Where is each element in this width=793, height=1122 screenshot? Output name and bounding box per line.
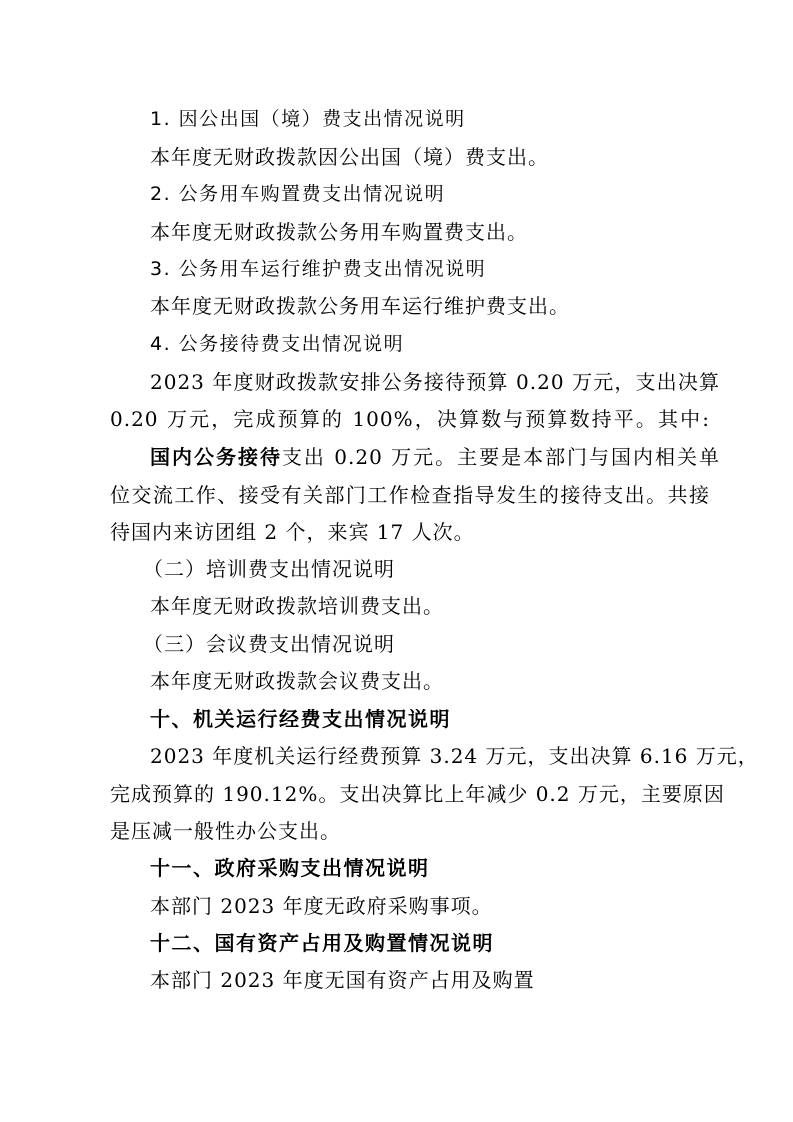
- item-1-text: 本年度无财政拨款因公出国（境）费支出。: [150, 145, 549, 169]
- item-2-text: 本年度无财政拨款公务用车购置费支出。: [150, 220, 528, 244]
- domestic-reception-line-3: 待国内来访团组 2 个，来宾 17 人次。: [110, 520, 475, 544]
- item-4-para-line-2: 0.20 万元，完成预算的 100%，决算数与预算数持平。其中:: [110, 407, 710, 431]
- section-10-line-1: 2023 年度机关运行经费预算 3.24 万元，支出决算 6.16 万元，: [150, 744, 759, 768]
- item-3-heading: 3. 公务用车运行维护费支出情况说明: [150, 258, 487, 280]
- section-12-heading: 十二、国有资产占用及购置情况说明: [150, 931, 494, 955]
- domestic-reception-line-1-rest: 支出 0.20 万元。主要是本部门与国内相关单: [281, 445, 720, 469]
- item-2-heading: 2. 公务用车购置费支出情况说明: [150, 183, 446, 205]
- domestic-reception-line-2: 位交流工作、接受有关部门工作检查指导发生的接待支出。共接: [110, 483, 710, 507]
- item-3-text: 本年度无财政拨款公务用车运行维护费支出。: [150, 294, 570, 318]
- sub2-text: 本年度无财政拨款培训费支出。: [150, 594, 444, 618]
- section-10-line-2: 完成预算的 190.12%。支出决算比上年减少 0.2 万元，主要原因: [110, 782, 725, 806]
- sub3-text: 本年度无财政拨款会议费支出。: [150, 669, 444, 693]
- item-4-para-line-1: 2023 年度财政拨款安排公务接待预算 0.20 万元，支出决算: [150, 370, 720, 394]
- section-12-text: 本部门 2023 年度无国有资产占用及购置: [150, 968, 535, 992]
- section-10-line-3: 是压减一般性办公支出。: [110, 819, 341, 843]
- domestic-reception-label: 国内公务接待: [150, 445, 282, 469]
- sub2-heading: （二）培训费支出情况说明: [143, 557, 395, 581]
- item-1-heading: 1. 因公出国（境）费支出情况说明: [150, 108, 466, 130]
- domestic-reception-line-1: [150, 443, 720, 471]
- section-10-heading: 十、机关运行经费支出情况说明: [150, 707, 451, 731]
- section-11-heading: 十一、政府采购支出情况说明: [150, 856, 430, 880]
- sub3-heading: （三）会议费支出情况说明: [143, 632, 395, 656]
- item-4-heading: 4. 公务接待费支出情况说明: [150, 333, 405, 355]
- section-11-text: 本部门 2023 年度无政府采购事项。: [150, 894, 493, 918]
